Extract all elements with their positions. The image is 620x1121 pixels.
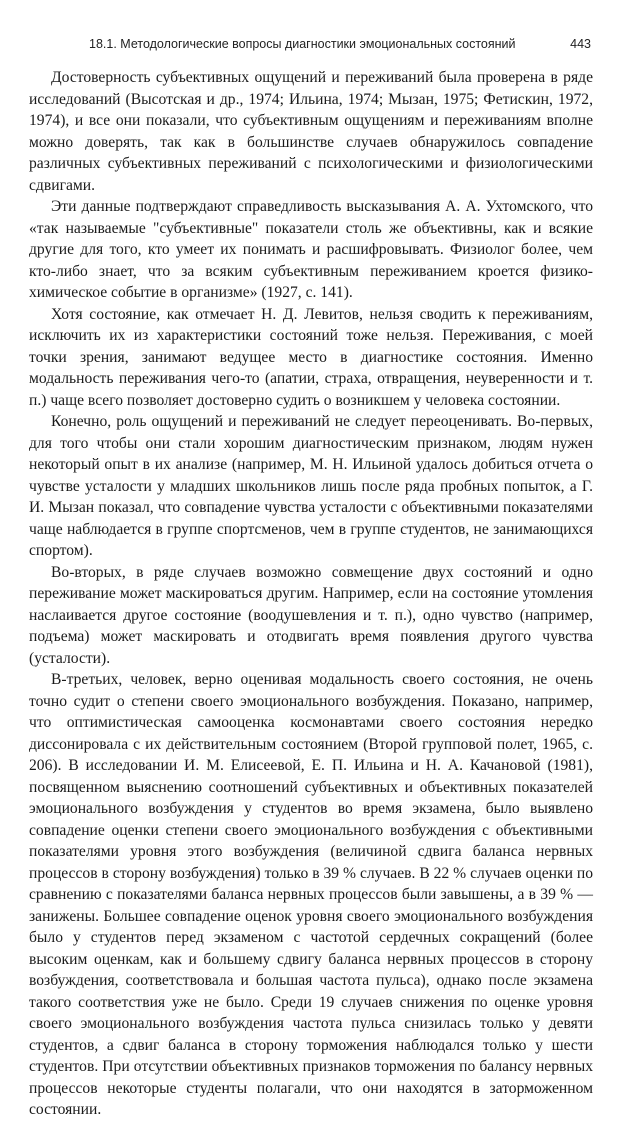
paragraph: Во-вторых, в ряде случаев возможно совмещение двух состояний и одно переживание может маскироваться другим. Например, если на состояние утомления наслаивается другое состояние (воодушевления и т. п.), одно чувство (например, подъема) может маскировать и отодвигать время появления другого чувства (усталости). bbox=[29, 563, 593, 667]
paragraph: Эти данные подтверждают справедливость высказывания А. А. Ухтомского, что «так называемые "субъективные" показатели столь же объективны, как и всякие другие для того, кто умеет их понимать и расшифровывать. Физиолог более, чем кто-либо знает, что за всяким субъективным переживанием кроется физико-химическое событие в организме» (1927, с. 141). bbox=[29, 198, 593, 301]
paragraph: Достоверность субъективных ощущений и переживаний была проверена в ряде исследований (Высотская и др., 1974; Ильина, 1974; Мызан, 1975; Фетискин, 1972, 1974), и все они показали, что субъективным ощущениям и переживаниям вполне можно доверять, так как в большинстве случаев обнаружилось совпадение различных субъективных переживаний с психологическими и физиологическими сдвигами. bbox=[29, 69, 593, 194]
paragraph: Конечно, роль ощущений и переживаний не следует переоценивать. Во-первых, для того чтобы они стали хорошим диагностическим признаком, людям нужен некоторый опыт в их анализе (например, М. Н. Ильиной удалось добиться отчета о чувстве усталости у младших школьников лишь после ряда пробных попыток, а Г. И. Мызан показал, что совпадение чувства усталости с объективными показателями чаще наблюдается в группе спортсменов, чем в группе студентов, не занимающихся спортом). bbox=[29, 413, 593, 559]
page-header bbox=[29, 37, 593, 55]
running-title: 18.1. Методологические вопросы диагностики эмоциональных состояний bbox=[89, 37, 516, 51]
page-number: 443 bbox=[570, 37, 591, 51]
paragraph: Хотя состояние, как отмечает Н. Д. Левитов, нельзя сводить к переживаниям, исключить их из характеристики состояний тоже нельзя. Переживания, с моей точки зрения, занимают ведущее место в диагностике состояния. Именно модальность переживания чего-то (апатии, страха, отвращения, неуверенности и т. п.) чаще всего позволяет достоверно судить о возникшем у человека состоянии. bbox=[29, 305, 593, 409]
paragraph: В-третьих, человек, верно оценивая модальность своего состояния, не очень точно судит о степени своего эмоционального возбуждения. Показано, например, что оптимистическая самооценка космонавтами своего состояния нередко диссонировала с их действительным состоянием (Второй групповой полет, 1965, с. 206). В исследовании И. М. Елисеевой, Е. П. Ильина и Н. А. Качановой (1981), посвященном выяснению соотношений субъективных и объективных показателей эмоционального возбуждения у студентов во время экзамена, было выявлено совпадение оценки степени своего эмоционального возбуждения с объективными показателями уровня этого возбуждения (величиной сдвига баланса нервных процессов в сторону возбуждения) только в 39 % случаев. В 22 % случаев оценки по сравнению с показателями баланса нервных процессов были завышены, а в 39 % — занижены. Большее совпадение оценок уровня своего эмоционального возбуждения было у студентов перед экзаменом с частотой сердечных сокращений (более высоким оценкам, как и большему сдвигу баланса нервных процессов в сторону возбуждения, соответствовала и большая частота пульса), однако после экзамена такого соответствия уже не было. Среди 19 случаев снижения по оценке уровня своего эмоционального возбуждения частота пульса снизилась только у девяти студентов, а сдвиг баланса в сторону торможения наблюдался только у шести студентов. При отсутствии объективных признаков торможения по балансу нервных процессов некоторые студенты полагали, что они находятся в заторможенном состоянии. bbox=[29, 671, 593, 1118]
body-text bbox=[29, 67, 593, 1121]
